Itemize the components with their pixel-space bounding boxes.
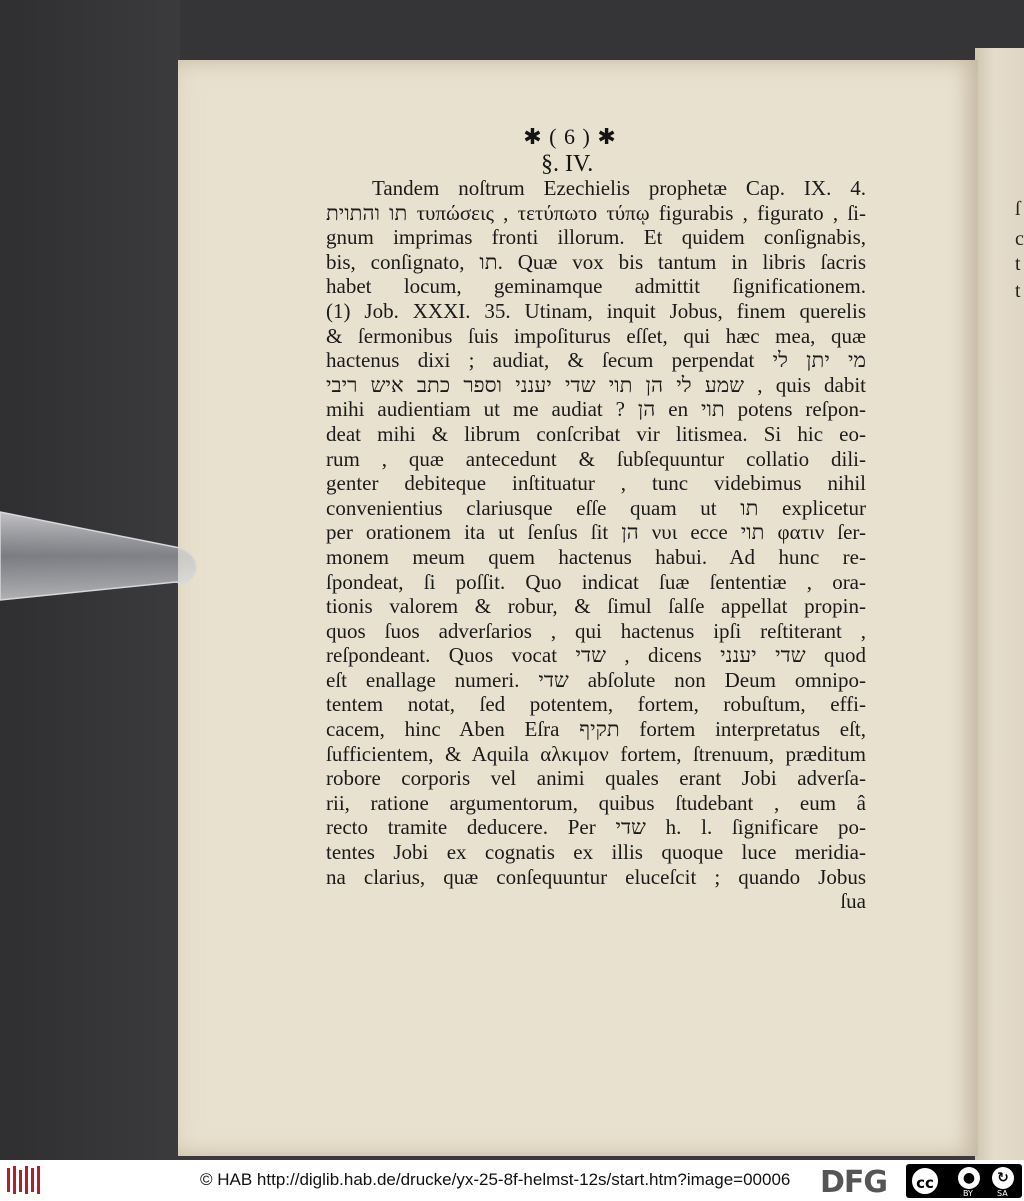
body-text xyxy=(326,176,866,914)
text-line: eſt enallage numeri. שדי abſolute non Deum omnipo- xyxy=(326,667,866,692)
text-line: habet locum, geminamque admittit ſignificationem. xyxy=(326,274,866,299)
text-line: quos ſuos adverſarios , qui hactenus ipſi reſtiterant , xyxy=(326,618,866,643)
text-line: Tandem noſtrum Ezechielis prophetæ Cap. IX. 4. xyxy=(372,176,866,200)
page-holder-clip xyxy=(0,508,200,604)
text-line: deat mihi & librum conſcribat vir litismea. Si hic eo- xyxy=(326,421,866,446)
text-line: rii, ratione argumentorum, quibus ſtudebant , eum â xyxy=(326,790,866,815)
footer-bar xyxy=(0,1160,1024,1201)
by-attribution-icon: ● xyxy=(958,1167,980,1189)
text-line: mihi audientiam ut me audiat ? הן en תוי potens reſpon- xyxy=(326,397,866,422)
hab-logo-icon xyxy=(6,1164,44,1196)
text-line: recto tramite deducere. Per שדי h. l. ſignificare po- xyxy=(326,815,866,840)
text-line: monem meum quem hactenus habui. Ad hunc re- xyxy=(326,544,866,569)
text-line: na clarius, quæ conſequuntur eluceſcit ; quando Jobus xyxy=(326,864,866,889)
catchword: ſua xyxy=(840,889,866,914)
cc-license-badge[interactable] xyxy=(906,1164,1022,1198)
adjacent-page-glyph: t xyxy=(1015,253,1021,275)
share-alike-icon: ↻ xyxy=(992,1167,1014,1189)
adjacent-page-glyph: c xyxy=(1015,228,1024,250)
text-line: cacem, hinc Aben Eſra תקיף fortem interpretatus eſt, xyxy=(326,717,866,742)
section-heading: §. IV. xyxy=(541,151,594,177)
text-line: tentes Jobi ex cognatis ex illis quoque luce meridia- xyxy=(326,840,866,865)
text-line: bis, conſignato, תו. Quæ vox bis tantum in libris ſacris xyxy=(326,249,867,274)
text-line: tionis valorem & robur, & ſimul ſalſe appellat propin- xyxy=(326,594,866,619)
text-line: & ſermonibus ſuis impoſiturus eſſet, qui hæc mea, quæ xyxy=(326,323,866,348)
text-line: rum , quæ antecedunt & ſubſequuntur collatio dili- xyxy=(326,446,866,471)
text-line: robore corporis vel animi quales erant Jobi adverſa- xyxy=(326,766,866,791)
text-line: hactenus dixi ; audiat, & ſecum perpendat מי יתן לי xyxy=(326,348,867,373)
text-line: convenientius clariusque eſſe quam ut תו explicetur xyxy=(326,495,866,520)
text-line: שמע לי הן תוי שדי יענני וספר כתב איש ריבי , quis dabit xyxy=(326,372,866,397)
adjacent-page-glyph: ſ xyxy=(1015,198,1021,220)
text-line: (1) Job. XXXI. 35. Utinam, inquit Jobus, finem querelis xyxy=(326,298,866,323)
by-label: BY xyxy=(963,1189,973,1198)
text-line: gnum imprimas fronti illorum. Et quidem conſignabis, xyxy=(326,225,866,250)
text-line: reſpondeant. Quos vocat שדי , dicens שדי יענני quod xyxy=(326,643,866,668)
text-line: תו והתוית τυπώσεις , τετύπωτο τύπῳ figurabis , figurato , ſi- xyxy=(326,200,866,225)
adjacent-page-edge xyxy=(975,48,1024,1160)
adjacent-page-glyph: t xyxy=(1015,280,1021,302)
copyright-link[interactable]: © HAB http://diglib.hab.de/drucke/yx-25-8f-helmst-12s/start.htm?image=00006 xyxy=(200,1170,791,1189)
text-line: per orationem ita ut ſenſus ſit הן νυι ecce תוי φατιν ſer- xyxy=(326,520,867,545)
text-line: genter debiteque inſtituatur , tunc videbimus nihil xyxy=(326,471,866,496)
text-line: ſufficientem, & Aquila αλκιμον fortem, ſtrenuum, præditum xyxy=(326,741,866,766)
text-line: tentem notat, ſed potentem, fortem, robuſtum, effi- xyxy=(326,692,866,717)
page-number-header: ✱ ( 6 ) ✱ xyxy=(523,124,617,149)
sa-label: SA xyxy=(997,1189,1008,1198)
text-line: ſpondeat, ſi poſſit. Quo indicat ſuæ ſententiæ , ora- xyxy=(326,569,866,594)
cc-icon: cc xyxy=(910,1166,940,1196)
dfg-logo: DFG xyxy=(820,1165,888,1200)
